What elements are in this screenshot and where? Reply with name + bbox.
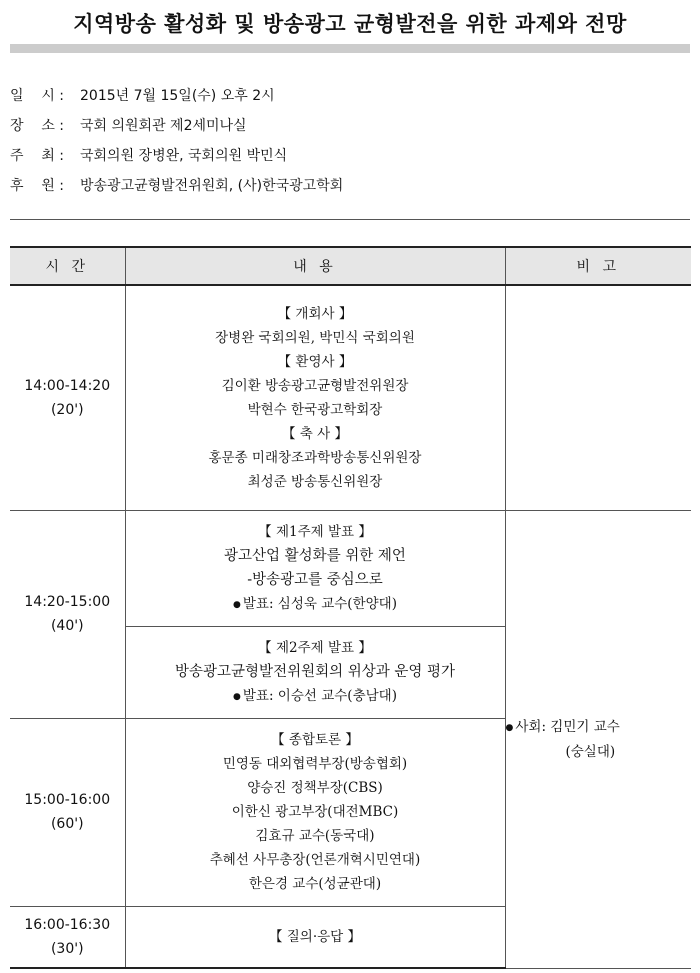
info-row-sponsor	[10, 174, 670, 204]
time-range: 15:00-16:00	[24, 792, 111, 808]
section-heading: 【 종합토론 】	[271, 732, 359, 748]
content-line: 최성준 방송통신위원장	[247, 473, 383, 490]
content-line: 홍문종 미래창조과학방송통신위원장	[208, 449, 422, 466]
info-value: 국회의원 장병완, 국회의원 박민식	[80, 148, 288, 164]
time-cell	[10, 718, 125, 906]
content-line: -방송광고를 중심으로	[247, 571, 383, 588]
section-divider	[10, 219, 690, 220]
time-duration: (20')	[50, 401, 84, 418]
event-info	[10, 84, 670, 204]
section-heading: 【 제2주제 발표 】	[258, 639, 372, 656]
content-line: 이한신 광고부장(대전MBC)	[231, 804, 399, 820]
presenter-line: ● 발표: 심성욱 교수(한양대)	[126, 592, 505, 617]
info-label: 주 최 :	[10, 148, 65, 164]
content-line: 한은경 교수(성균관대)	[248, 876, 382, 892]
content-cell	[125, 906, 505, 968]
header-time: 시 간	[10, 247, 125, 285]
time-range: 16:00-16:30	[24, 916, 111, 933]
content-cell	[125, 626, 505, 718]
table-header-row	[10, 247, 691, 285]
content-line: 장병완 국회의원, 박민식 국회의원	[215, 329, 415, 346]
note-cell-empty	[505, 285, 691, 510]
content-line: 광고산업 활성화를 위한 제언	[224, 547, 406, 564]
time-duration: (30')	[50, 940, 84, 957]
section-heading: 【 질의·응답 】	[268, 928, 362, 945]
title-underline-bar	[10, 44, 690, 53]
content-line: 추혜선 사무총장(언론개혁시민연대)	[209, 852, 421, 868]
info-row-host	[10, 144, 670, 174]
header-content: 내 용	[125, 247, 505, 285]
table-row	[10, 285, 691, 510]
time-range: 14:20-15:00	[24, 594, 111, 610]
section-heading: 【 제1주제 발표 】	[258, 523, 372, 540]
section-heading: 【 개회사 】	[277, 305, 353, 322]
time-cell	[10, 906, 125, 968]
header-note: 비 고	[505, 247, 691, 285]
section-heading: 【 환영사 】	[277, 353, 353, 370]
presenter-line: ● 발표: 이승선 교수(충남대)	[126, 684, 505, 709]
moderator-affiliation: (숭실대)	[565, 743, 616, 760]
content-line: 양승진 정책부장(CBS)	[247, 780, 383, 796]
note-cell	[505, 510, 691, 968]
time-duration: (60')	[50, 816, 84, 832]
time-cell	[10, 510, 125, 718]
info-row-place	[10, 114, 670, 144]
table-row	[10, 510, 691, 626]
info-row-date	[10, 84, 670, 114]
content-line: 방송광고균형발전위원회의 위상과 운영 평가	[175, 663, 455, 680]
schedule-table	[10, 246, 691, 969]
section-heading: 【 축 사 】	[282, 425, 348, 442]
time-cell	[10, 285, 125, 510]
moderator-line: ● 사회: 김민기 교수	[506, 715, 692, 740]
content-line: 민영동 대외협력부장(방송협회)	[222, 756, 408, 772]
info-label: 일 시 :	[10, 88, 65, 104]
info-value: 2015년 7월 15일(수) 오후 2시	[80, 88, 275, 104]
content-cell	[125, 510, 505, 626]
content-line: 김효규 교수(동국대)	[255, 828, 375, 844]
content-line: 김이환 방송광고균형발전위원장	[221, 377, 409, 394]
content-line: 박현수 한국광고학회장	[247, 401, 383, 418]
info-value: 방송광고균형발전위원회, (사)한국광고학회	[80, 178, 344, 194]
info-label: 후 원 :	[10, 178, 65, 194]
info-value: 국회 의원회관 제2세미나실	[80, 118, 247, 134]
document-title: 지역방송 활성화 및 방송광고 균형발전을 위한 과제와 전망	[73, 12, 627, 36]
content-cell	[125, 718, 505, 906]
content-cell	[125, 285, 505, 510]
time-range: 14:00-14:20	[24, 377, 111, 394]
info-label: 장 소 :	[10, 118, 65, 134]
time-duration: (40')	[50, 618, 84, 634]
